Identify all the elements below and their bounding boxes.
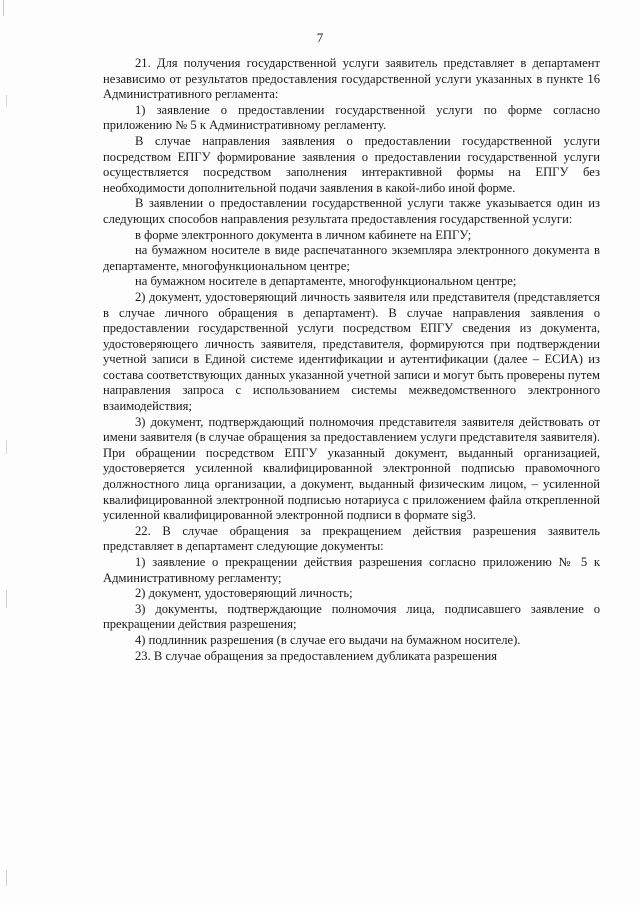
- paragraph-result-methods: В заявлении о предоставлении государственной услуги также указывается один из следующих способов направления результата предоставления государственной услуги:: [103, 196, 600, 226]
- paragraph-method-paper: на бумажном носителе в департаменте, многофункциональном центре;: [135, 274, 517, 289]
- paragraph-epgu-application: В случае направления заявления о предоставлении государственной услуги посредством ЕПГУ формирование заявления о предоставлении государственной услуги осуществляется посредством заполнения интерактивной формы на ЕПГУ без необходимости дополнительной подачи заявления в какой-либо иной форме.: [103, 133, 600, 195]
- document-body: [103, 56, 600, 664]
- paragraph-22-item-1: 1) заявление о прекращении действия разрешения согласно приложению № 5 к Административному регламенту;: [103, 555, 600, 585]
- scan-edge-mark: [6, 440, 7, 454]
- paragraph-method-electronic: в форме электронного документа в личном кабинете на ЕПГУ;: [135, 227, 472, 242]
- scan-edge-mark: [3, 0, 4, 16]
- paragraph-21: 21. Для получения государственной услуги заявитель представляет в департамент независимо от результатов предоставления государственной услуги указанных в пункте 16 Административного регламента:: [103, 56, 600, 102]
- paragraph-22-item-2: 2) документ, удостоверяющий личность;: [135, 586, 353, 601]
- scan-edge-mark: [6, 95, 7, 107]
- paragraph-method-paper-printed: на бумажном носителе в виде распечатанного экземпляра электронного документа в департаменте, многофункциональном центре;: [103, 243, 600, 273]
- scan-edge-mark: [6, 590, 7, 608]
- paragraph-22-item-4: 4) подлинник разрешения (в случае его выдачи на бумажном носителе).: [135, 632, 521, 647]
- paragraph-22: 22. В случае обращения за прекращением действия разрешения заявитель представляет в департамент следующие документы:: [103, 523, 600, 554]
- paragraph-23: 23. В случае обращения за предоставлением дубликата разрешения: [135, 648, 497, 663]
- paragraph-21-item-1: 1) заявление о предоставлении государственной услуги по форме согласно приложению № 5 к Административному регламенту.: [103, 102, 600, 133]
- paragraph-22-item-3: 3) документы, подтверждающие полномочия лица, подписавшего заявление о прекращении действия разрешения;: [103, 601, 600, 632]
- scan-edge-mark: [6, 870, 7, 886]
- page-number: 7: [316, 30, 324, 45]
- paragraph-21-item-2: 2) документ, удостоверяющий личность заявителя или представителя (представляется в случае личного обращения в департамент). В случае направления заявления о предоставлении государственной услуги посредством ЕПГУ сведения из документа, удостоверяющего личность заявителя, представителя, формируются при подтверждении учетной записи в Единой системе идентификации и аутентификации (далее – ЕСИА) из состава соответствующих данных указанной учетной записи и могут быть проверены путем направления запроса с использованием системы межведомственного электронного взаимодействия;: [103, 289, 600, 414]
- paragraph-21-item-3: 3) документ, подтверждающий полномочия представителя заявителя действовать от имени заявителя (в случае обращения за предоставлением услуги представителя заявителя). При обращении посредством ЕПГУ указанный документ, выданный организацией, удостоверяется усиленной квалифицированной электронной подписью правомочного должностного лица организации, а документ, выданный физическим лицом, – усиленной квалифицированной электронной подписью нотариуса с приложением файла открепленной усиленной квалифицированной электронной подписи в формате sig3.: [103, 414, 600, 523]
